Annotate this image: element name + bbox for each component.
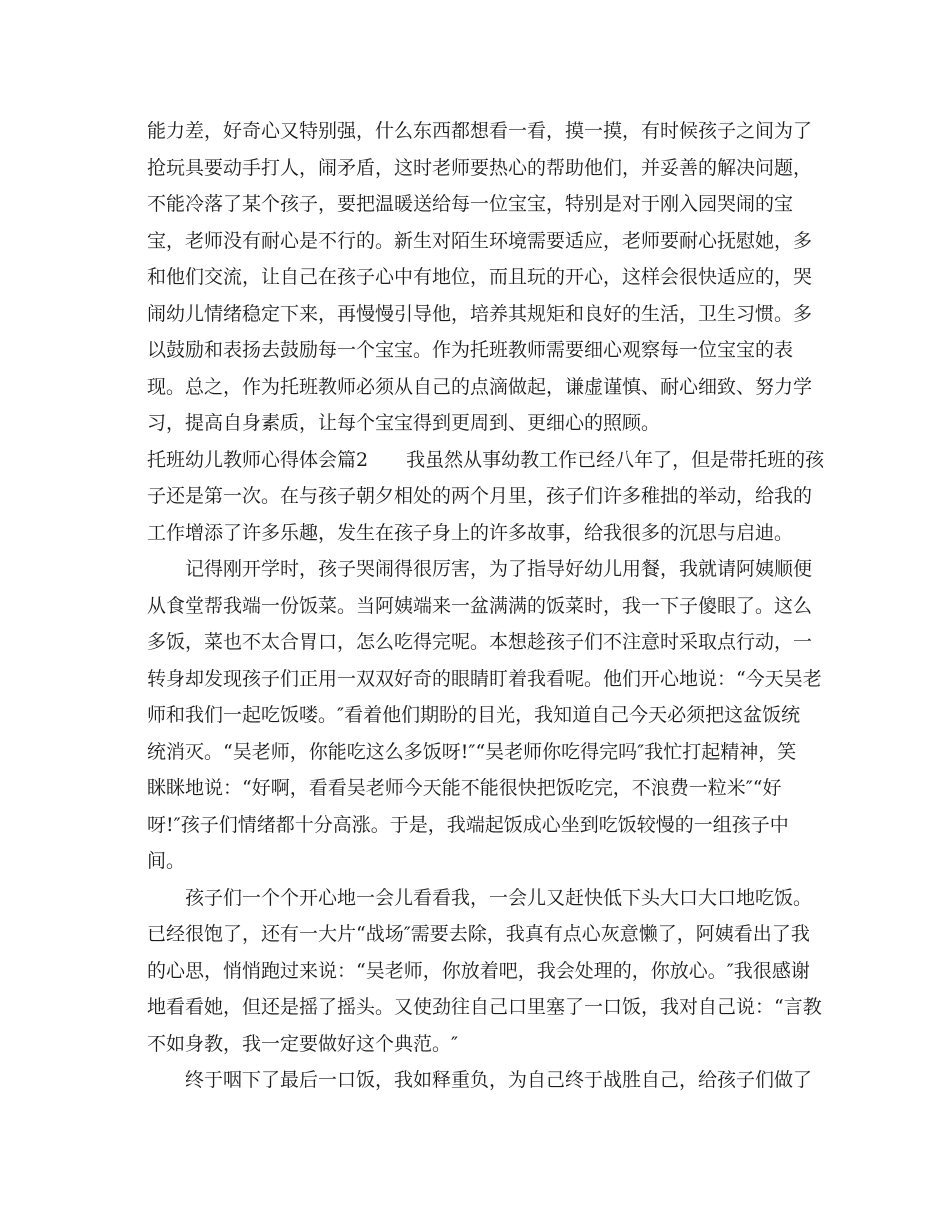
text-line: 以鼓励和表扬去鼓励每一个宝宝。作为托班教师需要细心观察每一位宝宝的表: [147, 339, 794, 361]
text-line: 习，提高自身素质，让每个宝宝得到更周到、更细心的照顾。: [147, 412, 661, 434]
text-line: 已经很饱了，还有一大片“战场″需要去除，我真有点心灰意懒了，阿姨看出了我: [147, 923, 810, 945]
text-line: 师和我们一起吃饭喽。″看着他们期盼的目光，我知道自己今天必须把这盆饭统: [147, 704, 801, 726]
text-line: 多饭，菜也不太合胃口，怎么吃得完呢。本想趁孩子们不注意时采取点行动，一: [147, 631, 813, 653]
text-line: 终于咽下了最后一口饭，我如释重负，为自己终于战胜自己，给孩子们做了: [147, 1069, 813, 1091]
text-line: 闹幼儿情绪稳定下来，再慢慢引导他，培养其规矩和良好的生活，卫生习惯。多: [147, 303, 813, 325]
text-line: 子还是第一次。在与孩子朝夕相处的两个月里，孩子们许多稚拙的举动，给我的: [147, 485, 813, 507]
text-line: 呀!″孩子们情绪都十分高涨。于是，我端起饭成心坐到吃饭较慢的一组孩子中: [147, 814, 789, 836]
section-heading-line: 托班幼儿教师心得体会篇2 我虽然从事幼教工作已经八年了，但是带托班的孩: [147, 449, 825, 471]
text-line: 的心思，悄悄跑过来说：“吴老师，你放着吧，我会处理的，你放心。″我很感谢: [147, 960, 810, 982]
text-line: 统消灭。“吴老师，你能吃这么多饭呀!″“吴老师你吃得完吗″我忙打起精神，笑: [147, 741, 797, 763]
text-line: 转身却发现孩子们正用一双双好奇的眼睛盯着我看呢。他们开心地说：“今天吴老: [147, 668, 822, 690]
text-line: 记得刚开学时，孩子哭闹得很厉害，为了指导好幼儿用餐，我就请阿姨顺便: [147, 558, 813, 580]
text-line: 工作增添了许多乐趣，发生在孩子身上的许多故事，给我很多的沉思与启迪。: [147, 522, 794, 544]
text-line: 从食堂帮我端一份饭菜。当阿姨端来一盆满满的饭菜时，我一下子傻眼了。这么: [147, 595, 813, 617]
text-line: 地看看她，但还是摇了摇头。又使劲往自己口里塞了一口饭，我对自己说：“言教: [147, 996, 822, 1018]
text-line: 不如身教，我一定要做好这个典范。″: [147, 1033, 459, 1055]
text-line: 和他们交流，让自己在孩子心中有地位，而且玩的开心，这样会很快适应的，哭: [147, 266, 813, 288]
text-line: 宝，老师没有耐心是不行的。新生对陌生环境需要适应，老师要耐心抚慰她，多: [147, 230, 813, 252]
text-line: 能力差，好奇心又特别强，什么东西都想看一看，摸一摸，有时候孩子之间为了: [147, 120, 813, 142]
text-line: 现。总之，作为托班教师必须从自己的点滴做起，谦虚谨慎、耐心细致、努力学: [147, 376, 813, 398]
text-line: 孩子们一个个开心地一会儿看看我，一会儿又赶快低下头大口大口地吃饭。: [147, 887, 813, 909]
text-line: 抢玩具要动手打人，闹矛盾，这时老师要热心的帮助他们，并妥善的解决问题，: [147, 157, 813, 179]
text-line: 不能冷落了某个孩子，要把温暖送给每一位宝宝，特别是对于刚入园哭闹的宝: [147, 193, 794, 215]
text-line: 眯眯地说：“好啊，看看吴老师今天能不能很快把饭吃完，不浪费一粒米″“好: [147, 777, 782, 799]
text-line: 间。: [147, 850, 186, 872]
